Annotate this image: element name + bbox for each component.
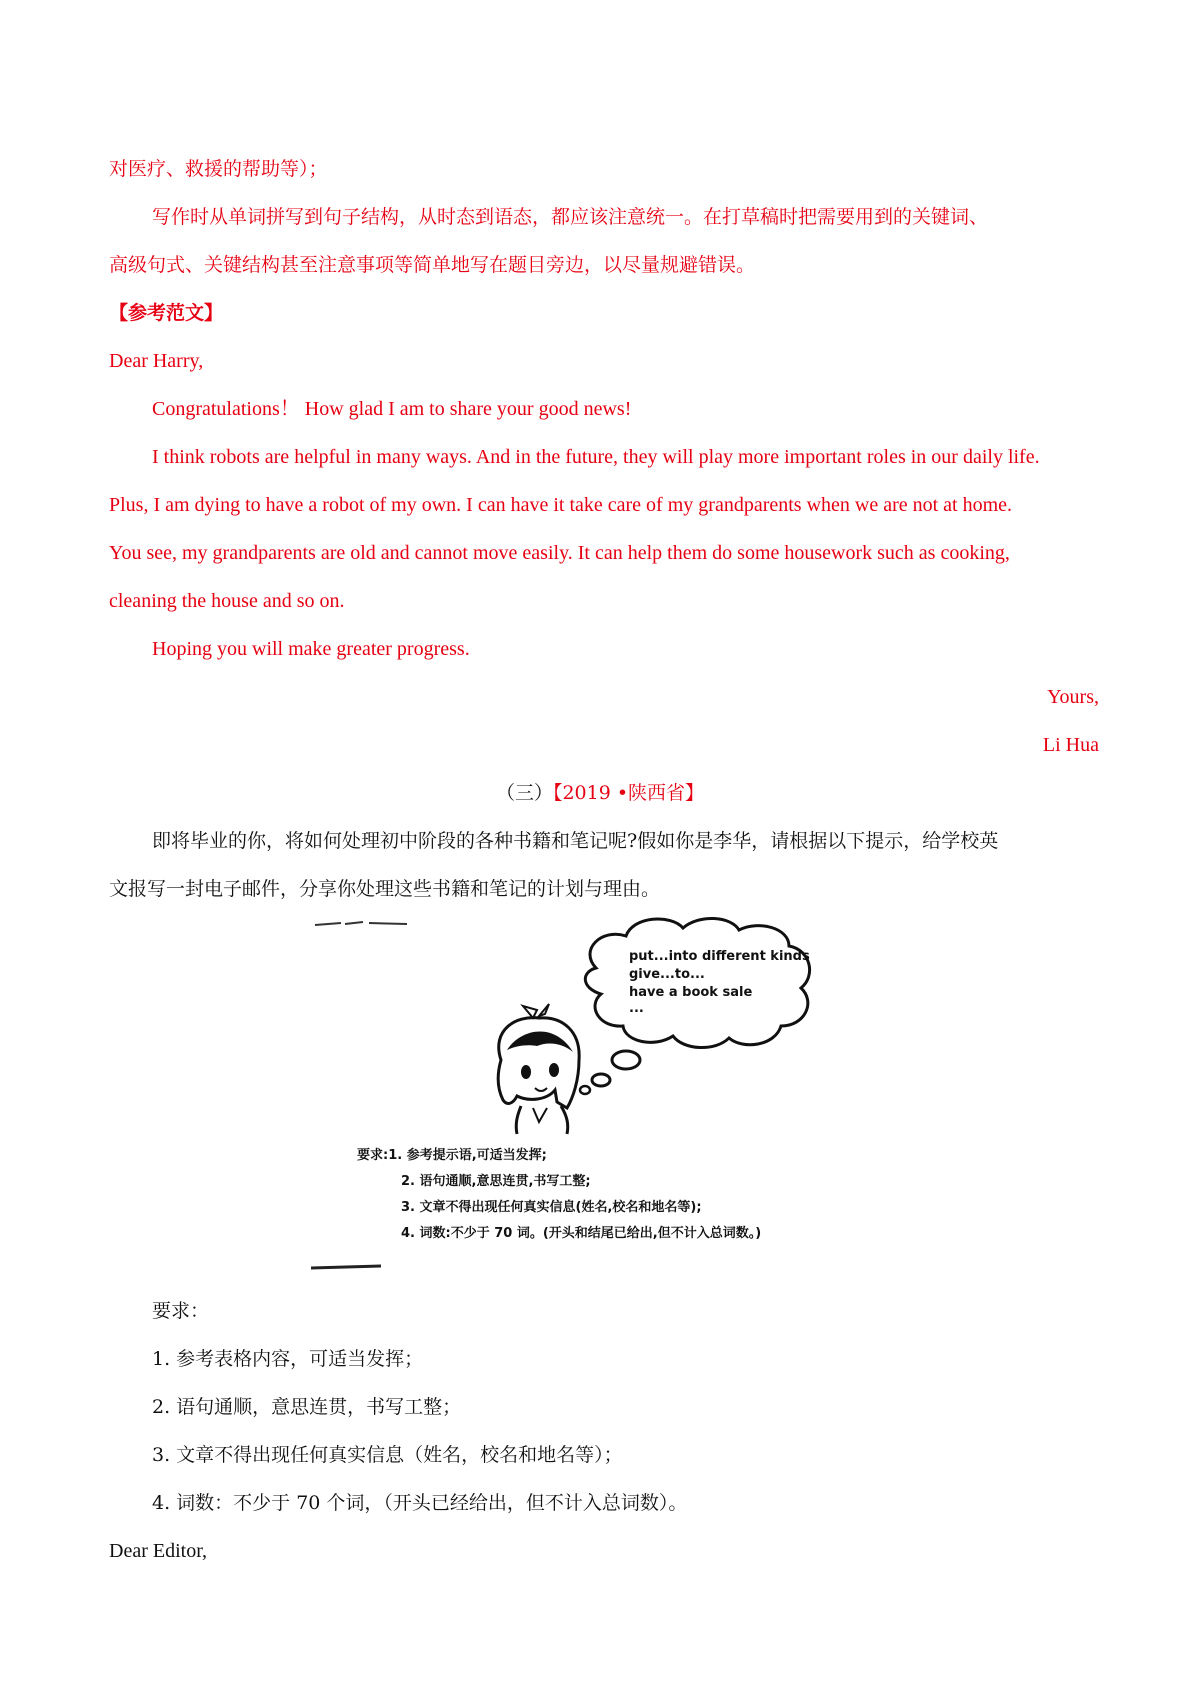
- guidance-line-3: 高级句式、关键结构甚至注意事项等简单地写在题目旁边，以尽量规避错误。: [109, 254, 756, 276]
- guidance-line-1: 对医疗、救援的帮助等）；: [109, 158, 328, 180]
- requirement-item-3: 3. 文章不得出现任何真实信息（姓名，校名和地名等）；: [152, 1444, 623, 1466]
- figure-requirement-2: 2. 语句通顺,意思连贯,书写工整;: [401, 1174, 591, 1189]
- cloud-line-4: ...: [629, 1001, 644, 1016]
- guidance-line-2: 写作时从单词拼写到句子结构，从时态到语态，都应该注意统一。在打草稿时把需要用到的关键词、: [152, 206, 989, 228]
- essay-paragraph-2-line-2: Plus, I am dying to have a robot of my own. I can have it take care of my grandparents when we are not at home.: [109, 494, 1013, 516]
- letter-salutation: Dear Editor,: [109, 1540, 208, 1562]
- cloud-line-1: put...into different kinds: [629, 949, 810, 964]
- essay-paragraph-2-line-4: cleaning the house and so on.: [109, 590, 345, 612]
- illustration-figure: [311, 910, 876, 1280]
- essay-paragraph-1: Congratulations！ How glad I am to share your good news!: [152, 398, 632, 420]
- essay-paragraph-2-line-3: You see, my grandparents are old and cannot move easily. It can help them do some housework such as cooking,: [109, 542, 1010, 564]
- essay-paragraph-3: Hoping you will make greater progress.: [152, 638, 470, 660]
- section-3-heading: [0, 778, 1200, 808]
- model-essay-heading: 【参考范文】: [109, 302, 224, 324]
- requirement-item-4: 4. 词数：不少于 70 个词，（开头已经给出，但不计入总词数）。: [152, 1492, 688, 1514]
- essay-paragraph-2-line-1: I think robots are helpful in many ways. And in the future, they will play more important roles in our daily life.: [152, 446, 1040, 468]
- prompt-line-1: 即将毕业的你，将如何处理初中阶段的各种书籍和笔记呢?假如你是李华，请根据以下提示，给学校英: [152, 830, 999, 852]
- section-number: （三）: [495, 782, 553, 804]
- cloud-line-3: have a book sale: [629, 985, 753, 1000]
- cloud-line-2: give...to...: [629, 967, 705, 982]
- prompt-line-2: 文报写一封电子邮件，分享你处理这些书籍和笔记的计划与理由。: [109, 878, 661, 900]
- requirement-item-1: 1. 参考表格内容，可适当发挥；: [152, 1348, 424, 1370]
- requirement-item-2: 2. 语句通顺，意思连贯，书写工整；: [152, 1396, 462, 1418]
- figure-requirement-1: 要求:1. 参考提示语,可适当发挥;: [357, 1148, 547, 1163]
- essay-closing: Yours,: [1047, 686, 1099, 708]
- figure-requirement-4: 4. 词数:不少于 70 词。(开头和结尾已给出,但不计入总词数。): [401, 1226, 762, 1241]
- figure-requirement-3: 3. 文章不得出现任何真实信息(姓名,校名和地名等);: [401, 1200, 702, 1215]
- section-source: 【2019 •陕西省】: [552, 782, 705, 804]
- requirements-title: 要求：: [152, 1300, 210, 1322]
- essay-signature: Li Hua: [1042, 734, 1099, 756]
- essay-salutation: Dear Harry,: [109, 350, 204, 372]
